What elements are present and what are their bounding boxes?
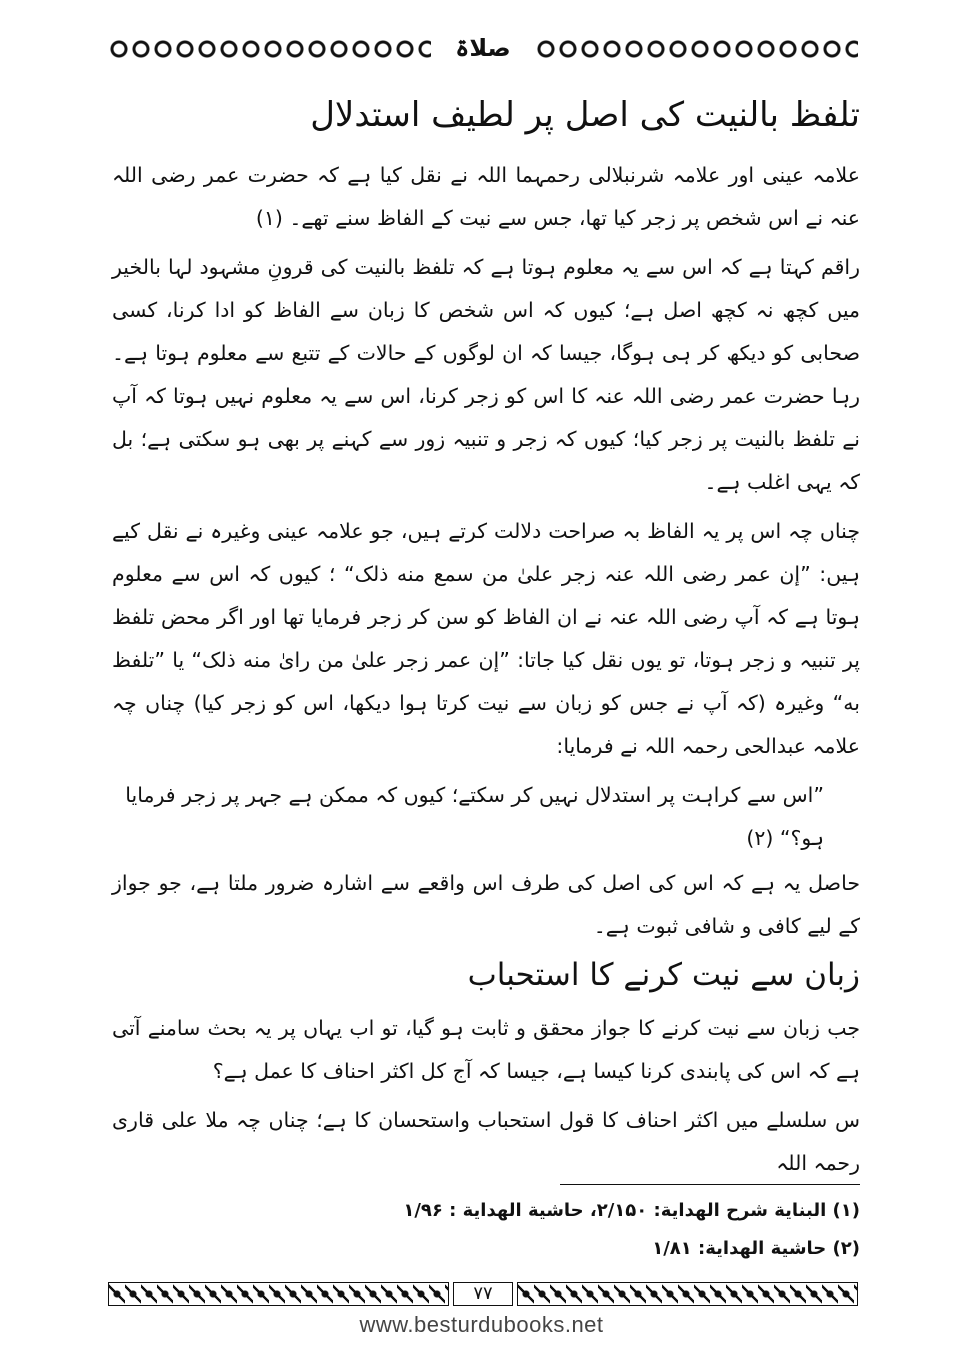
page-content — [112, 92, 860, 1191]
watermark-url: www.besturdubooks.net — [359, 1312, 604, 1337]
paragraph-5: جب زبان سے نیت کرنے کا جواز محقق و ثابت ہو گیا، تو اب یہاں پر یہ بحث سامنے آتی ہے کہ اس کی پابندی کرنا کیسا ہے، جیسا کہ آج کل اکثر احناف کا عمل ہے؟ — [112, 1015, 860, 1083]
footnote-2: (۲) حاشیة الهدایة: ۱/۸۱ — [652, 1238, 860, 1259]
quoted-statement: ”اس سے کراہت پر استدلال نہیں کر سکتے؛ کیوں کہ ممکن ہے جہر پر زجر فرمایا ہو؟“ (۲) — [125, 782, 824, 850]
footnote-divider — [560, 1184, 860, 1185]
section-heading: تلفظ بالنیت کی اصل پر لطیف استدلال — [310, 95, 860, 135]
header-ornament-right — [535, 34, 858, 62]
paragraph-1: علامہ عینی اور علامہ شرنبلالی رحمہما اللہ نے نقل کیا ہے کہ حضرت عمر رضی اللہ عنہ نے اس شخص پر زجر کیا تھا، جس سے نیت کے الفاظ سنے تھے۔ (۱) — [112, 162, 860, 230]
paragraph-3: چناں چہ اس پر یہ الفاظ بہ صراحت دلالت کرتے ہیں، جو علامہ عینی وغیرہ نے نقل کیے ہیں: ”إن عمر رضی اللہ عنہ زجر علیٰ من سمع منه ذلک“ ؛ کیوں کہ اس سے معلوم ہوتا ہے کہ آپ رضی اللہ عنہ نے ان الفاظ کو سن کر زجر فرمایا تھا اور اگر محض تلفظ پر تنبیہ و زجر ہوتا، تو یوں نقل کیا جاتا: ”إن عمر زجر علیٰ من رایٰ منه ذلک“ یا ”تلفظ به“ وغیرہ (کہ آپ نے جس کو زبان سے نیت کرتا ہوا دیکھا، اس کو زجر کیا) چناں چہ علامہ عبدالحی رحمہ اللہ نے فرمایا: — [112, 518, 860, 758]
footer-ornament-left — [108, 1282, 449, 1306]
page-footer — [108, 1281, 858, 1307]
footnotes — [112, 1192, 860, 1268]
paragraph-4: حاصل یہ ہے کہ اس کی اصل کی طرف اس واقعے سے اشارہ ضرور ملتا ہے، جو جواز کے لیے کافی و شافی ثبوت ہے۔ — [112, 870, 860, 938]
page-number: ۷۷ — [453, 1282, 513, 1306]
subsection-heading: زبان سے نیت کرنے کا استحباب — [467, 956, 860, 993]
header-ornament-left — [108, 34, 431, 62]
paragraph-2: راقم کہتا ہے کہ اس سے یہ معلوم ہوتا ہے کہ تلفظ بالنیت کی قرونِ مشہود لہا بالخیر میں کچھ نہ کچھ اصل ہے؛ کیوں کہ اس شخص کا زبان سے الفاظ کو ادا کرنا، کسی صحابی کو دیکھ کر ہی ہوگا، جیسا کہ ان لوگوں کے حالات کے تتبع سے معلوم ہوتا ہے۔ رہا حضرت عمر رضی اللہ عنہ کا اس کو زجر کرنا، اس سے یہ معلوم نہیں ہوتا کہ آپ نے تلفظ بالنیت پر زجر کیا؛ کیوں کہ زجر و تنبیہ زور سے کہنے پر بھی ہو سکتی ہے؛ بل کہ یہی اغلب ہے۔ — [112, 254, 860, 494]
footer-ornament-right — [517, 1282, 858, 1306]
paragraph-6: س سلسلے میں اکثر احناف کا قول استحباب واستحسان کا ہے؛ چناں چہ ملا علی قاری رحمہ اللہ — [112, 1107, 860, 1175]
footnote-1: (۱) البنایة شرح الهدایة: ۲/۱۵۰، حاشیة الهدایة : ۱/۹۶ — [403, 1200, 860, 1221]
chapter-title: صلاۃ — [455, 34, 511, 62]
page-header — [108, 28, 858, 68]
